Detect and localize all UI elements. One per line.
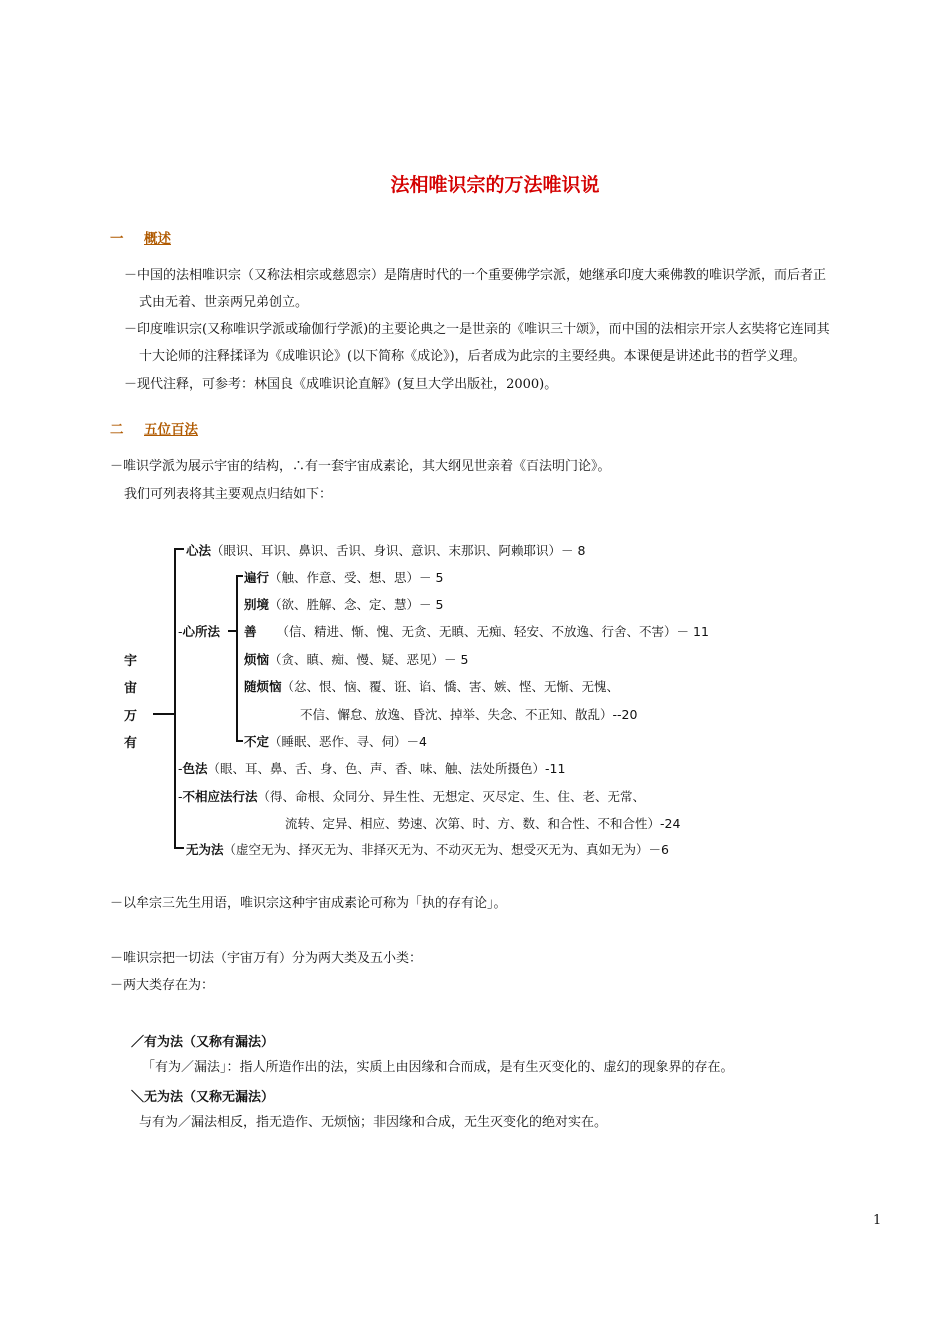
tree-node-suifannao-cont: 不信、懈怠、放逸、昏沈、掉举、失念、不正知、散乱）--20 xyxy=(300,707,638,722)
s1-line-1: －中国的法相唯识宗（又称法相宗或慈恩宗）是隋唐时代的一个重要佛学宗派，她继承印度大乘佛教的唯识学派，而后者正 xyxy=(124,268,827,283)
s1-line-2: 式由无着、世亲两兄弟创立。 xyxy=(139,295,309,310)
tree-node-xinsuo: -心所法 xyxy=(178,624,221,639)
side-char: 万 xyxy=(124,709,138,724)
tree-node-suifannao: 随烦恼（忿、恨、恼、覆、诳、谄、憍、害、嫉、悭、无惭、无愧、 xyxy=(244,679,620,694)
page-number: 1 xyxy=(873,1213,882,1228)
tree-node-biejing: 别境（欲、胜解、念、定、慧）－ 5 xyxy=(244,597,444,612)
youwei-desc: 「有为／漏法」：指人所造作出的法，实质上由因缘和合而成，是有生灭变化的、虚幻的现象界的存在。 xyxy=(142,1060,734,1075)
s1-line-4: 十大论师的注释揉译为《成唯识论》(以下简称《成论》)，后者成为此宗的主要经典。本课便是讲述此书的哲学义理。 xyxy=(139,349,806,364)
tree-node-buding: 不定（睡眠、恶作、寻、伺）－4 xyxy=(244,734,427,749)
youwei-heading: ／有为法（又称有漏法） xyxy=(131,1035,275,1050)
sub-bracket-line xyxy=(236,575,238,741)
after-tree-3: －两大类存在为： xyxy=(110,978,215,993)
side-char: 宇 xyxy=(124,654,138,669)
bracket-tick xyxy=(236,740,243,742)
bracket-tick xyxy=(174,847,184,849)
wuwei-desc: 与有为／漏法相反，指无造作、无烦恼；非因缘和合成，无生灭变化的绝对实在。 xyxy=(139,1115,608,1130)
after-tree-2: －唯识宗把一切法（宇宙万有）分为两大类及五小类： xyxy=(110,951,423,966)
tree-node-xinfa: 心法（眼识、耳识、鼻识、舌识、身识、意识、末那识、阿赖耶识）－ 8 xyxy=(186,543,586,558)
tree-node-buxiangying: -不相应法行法（得、命根、众同分、异生性、无想定、灭尽定、生、住、老、无常、 xyxy=(178,789,646,804)
section-label: 五位百法 xyxy=(144,422,198,438)
section-number: 二 xyxy=(110,422,124,438)
connector-line xyxy=(228,630,236,632)
section-heading-1 xyxy=(110,227,171,247)
s2-intro-1: －唯识学派为展示宇宙的结构，∴有一套宇宙成素论，其大纲见世亲着《百法明门论》。 xyxy=(110,459,611,474)
s2-intro-2: 我们可列表将其主要观点归结如下： xyxy=(124,487,333,502)
connector-line xyxy=(153,713,174,715)
tree-node-fannao: 烦恼（贪、瞋、痴、慢、疑、恶见）－ 5 xyxy=(244,652,469,667)
tree-node-sefa: -色法（眼、耳、鼻、舌、身、色、声、香、味、触、法处所摄色）-11 xyxy=(178,761,566,776)
s1-line-3: －印度唯识宗(又称唯识学派或瑜伽行学派)的主要论典之一是世亲的《唯识三十颂》，而中国的法相宗开宗人玄奘将它连同其 xyxy=(124,322,830,337)
wuwei-heading: ＼无为法（又称无漏法） xyxy=(131,1090,275,1105)
bracket-tick xyxy=(174,548,184,550)
section-label: 概述 xyxy=(144,231,171,247)
bracket-tick xyxy=(236,575,243,577)
side-char: 宙 xyxy=(124,681,138,696)
tree-node-bianxing: 遍行（触、作意、受、想、思）－ 5 xyxy=(244,570,444,585)
tree-node-buxiangying-cont: 流转、定异、相应、势速、次第、时、方、数、和合性、不和合性）-24 xyxy=(285,816,681,831)
tree-node-wuwei: 无为法（虚空无为、择灭无为、非择灭无为、不动灭无为、想受灭无为、真如无为）－6 xyxy=(186,842,669,857)
side-char: 有 xyxy=(124,736,138,751)
section-number: 一 xyxy=(110,231,124,247)
tree-node-shan: 善 （信、精进、惭、愧、无贪、无瞋、无痴、轻安、不放逸、行舍、不害）－ 11 xyxy=(244,624,709,639)
after-tree-1: －以牟宗三先生用语，唯识宗这种宇宙成素论可称为「执的存有论」。 xyxy=(110,896,507,911)
page-title: 法相唯识宗的万法唯识说 xyxy=(390,174,600,196)
s1-line-5: －现代注释，可参考：林国良《成唯识论直解》(复旦大学出版社，2000)。 xyxy=(124,377,558,392)
section-heading-2 xyxy=(110,418,198,438)
main-bracket-line xyxy=(174,548,176,848)
